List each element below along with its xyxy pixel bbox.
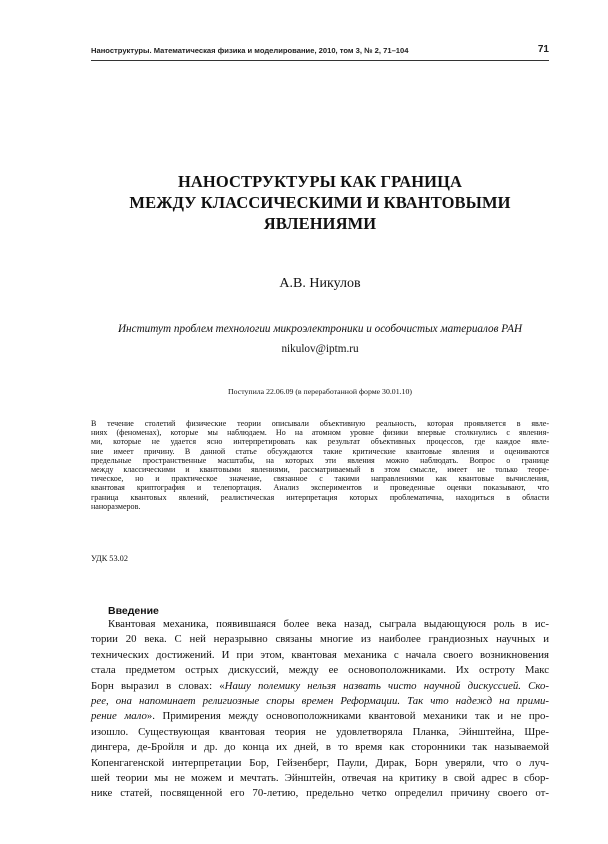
quote-text: рее, она напоминает религиозные споры времен Реформации. Так что надежд на прими- bbox=[91, 695, 549, 708]
article-title bbox=[80, 171, 560, 234]
section-heading: Введение bbox=[108, 605, 159, 617]
body-line bbox=[91, 709, 549, 724]
body-line: технических достижений. И при этом, квантовая механика с начала своего возникновения bbox=[91, 648, 549, 661]
article-title-line: МЕЖДУ КЛАССИЧЕСКИМИ И КВАНТОВЫМИ bbox=[129, 193, 511, 212]
udk-code: УДК 53.02 bbox=[91, 554, 128, 563]
article-title-line: ЯВЛЕНИЯМИ bbox=[263, 214, 377, 233]
body-line-text: Борн выразил в словах: « bbox=[91, 679, 225, 692]
author-affiliation: Институт проблем технологии микроэлектроники и особочистых материалов РАН bbox=[117, 323, 523, 335]
abstract-line: между классическими и квантовыми явлениями, рассматриваемый в этом смысле, имеет не только теоре- bbox=[91, 465, 549, 475]
abstract-line: квантовая криптография и телепортация. Анализ экспериментов и проведенные оценки показывают, что bbox=[91, 483, 549, 493]
author-email: nikulov@iptm.ru bbox=[281, 343, 359, 355]
quote-text: Нашу полемику нельзя назвать чисто научной дискуссией. Ско- bbox=[224, 679, 549, 692]
abstract-line: граница квантовых явлений, реалистическая интерпретация которых проблематична, находиться в области bbox=[91, 492, 549, 502]
body-line: дингера, де-Бройля и др. до конца их дней, в то время как сторонники так называемой bbox=[91, 741, 549, 754]
body-line-text: ». Примирения между основоположниками квантовой механики так и не про- bbox=[146, 710, 549, 723]
article-title-line: НАНОСТРУКТУРЫ КАК ГРАНИЦА bbox=[177, 172, 463, 191]
body-line: стала предметом острых дискуссий, между ее основоположниками. Их остроту Макс bbox=[91, 664, 549, 677]
page-number: 71 bbox=[537, 44, 549, 55]
body-line: шей теории мы не можем и мечтать. Эйнштейн, отвечая на критику в свой адрес в сбор- bbox=[91, 772, 549, 785]
running-header bbox=[91, 44, 549, 58]
abstract-line: ние имеет причину. В данной статье обсуждаются такие критические квантовые явления и оцениваются bbox=[91, 446, 549, 456]
body-line: изошло. Существующая квантовая теория не удовлетворяла Планка, Эйнштейна, Шре- bbox=[91, 725, 549, 738]
body-line: Копенгагенской интерпретации Бор, Гейзенберг, Паули, Дирак, Борн уверяли, что о луч- bbox=[91, 756, 549, 769]
abstract-line: предельные пространственные масштабы, на которых эти явления можно наблюдать. Вопрос о границе bbox=[91, 455, 549, 465]
body-paragraph bbox=[91, 617, 549, 802]
received-date: Поступила 22.06.09 (в переработанной форме 30.01.10) bbox=[228, 387, 412, 396]
abstract-line: ми, которые не удается ясно интерпретировать как результат объективных процессов, где каждое явле- bbox=[91, 437, 549, 447]
body-line: тории 20 века. С ней неразрывно связаны многие из наиболее грандиозных научных и bbox=[91, 633, 549, 646]
abstract-line: ниях (феноменах), которые мы наблюдаем. Но на атомном уровне физики впервые столкнулись с явления- bbox=[91, 428, 549, 438]
article-author: А.В. Никулов bbox=[279, 276, 361, 291]
quote-text: рение мало bbox=[91, 710, 147, 723]
body-line bbox=[91, 679, 549, 694]
running-title: Наноструктуры. Математическая физика и моделирование, 2010, том 3, № 2, 71–104 bbox=[91, 46, 409, 55]
abstract-line: тическое, но и практическое значение, связанное с такими направлениями как квантовые вычисления, bbox=[91, 474, 549, 484]
header-rule bbox=[91, 60, 549, 61]
abstract bbox=[91, 419, 549, 511]
body-line: нике статей, посвященной его 70-летию, предельно четко определил причину своего от- bbox=[91, 787, 549, 800]
body-line: Квантовая механика, появившаяся более века назад, сыграла выдающуюся роль в ис- bbox=[108, 618, 549, 630]
abstract-line: наноразмеров. bbox=[91, 501, 141, 511]
abstract-line: В течение столетий физические теории описывали объективную реальность, которая проявляется в явле- bbox=[91, 419, 549, 428]
